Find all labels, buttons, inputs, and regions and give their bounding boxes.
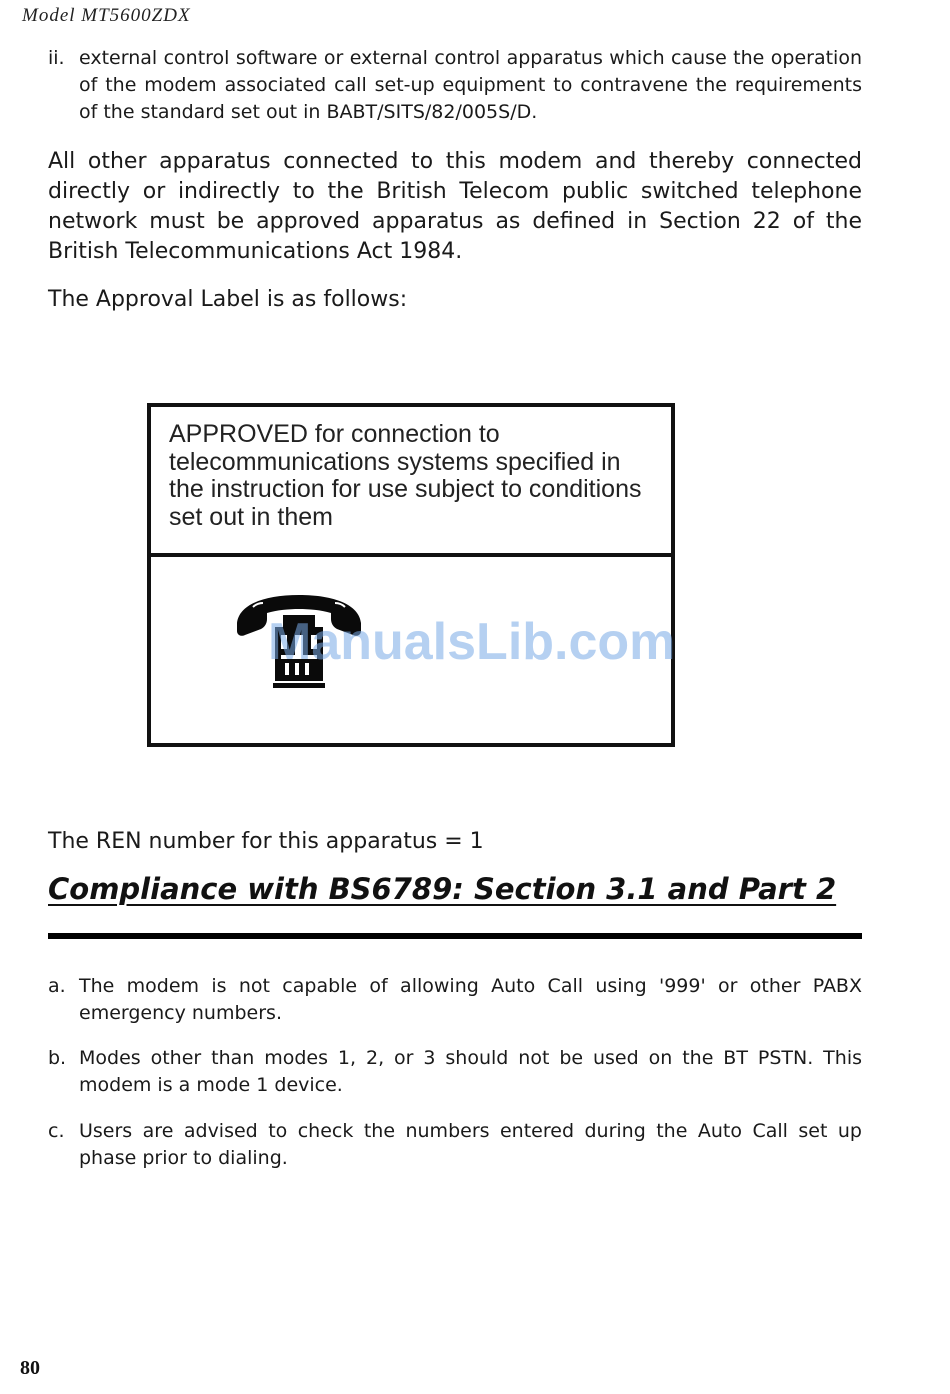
list-item-c <box>48 1118 862 1172</box>
watermark: ManualsLib.com <box>268 613 676 671</box>
list-item-text: The modem is not capable of allowing Auto Call using '999' or other PABX emergency numbers. <box>79 975 862 1024</box>
list-marker: c. <box>48 1120 65 1142</box>
page-number: 80 <box>20 1357 40 1379</box>
approval-label <box>147 403 675 747</box>
paragraph-approval-intro: The Approval Label is as follows: <box>48 287 408 312</box>
heading-rule <box>48 933 862 939</box>
list-marker: a. <box>48 975 66 997</box>
list-item-text: external control software or external control apparatus which cause the operation of the modem associated call set-up equipment to contravene the requirements of the standard set out in BABT/SITS/82/005S/D. <box>79 47 862 123</box>
page-header-model: Model MT5600ZDX <box>22 5 191 26</box>
paragraph-ren: The REN number for this apparatus = 1 <box>48 829 484 854</box>
list-marker: ii. <box>48 47 65 69</box>
list-marker: b. <box>48 1047 67 1069</box>
list-item-ii <box>48 45 862 126</box>
list-item-text: Modes other than modes 1, 2, or 3 should not be used on the BT PSTN. This modem is a mode 1 device. <box>79 1047 862 1096</box>
paragraph-apparatus: All other apparatus connected to this modem and thereby connected directly or indirectly to the British Telecom public switched telephone network must be approved apparatus as defined in Section 22 of the British Telecommunications Act 1984. <box>48 149 862 264</box>
approval-label-text: APPROVED for connection to telecommunications systems specified in the instruction for use subject to conditions set out in them <box>151 407 671 557</box>
list-item-b <box>48 1045 862 1099</box>
list-item-a <box>48 973 862 1027</box>
section-heading: Compliance with BS6789: Section 3.1 and Part 2 <box>48 872 837 906</box>
list-item-text: Users are advised to check the numbers entered during the Auto Call set up phase prior to dialing. <box>79 1120 862 1169</box>
